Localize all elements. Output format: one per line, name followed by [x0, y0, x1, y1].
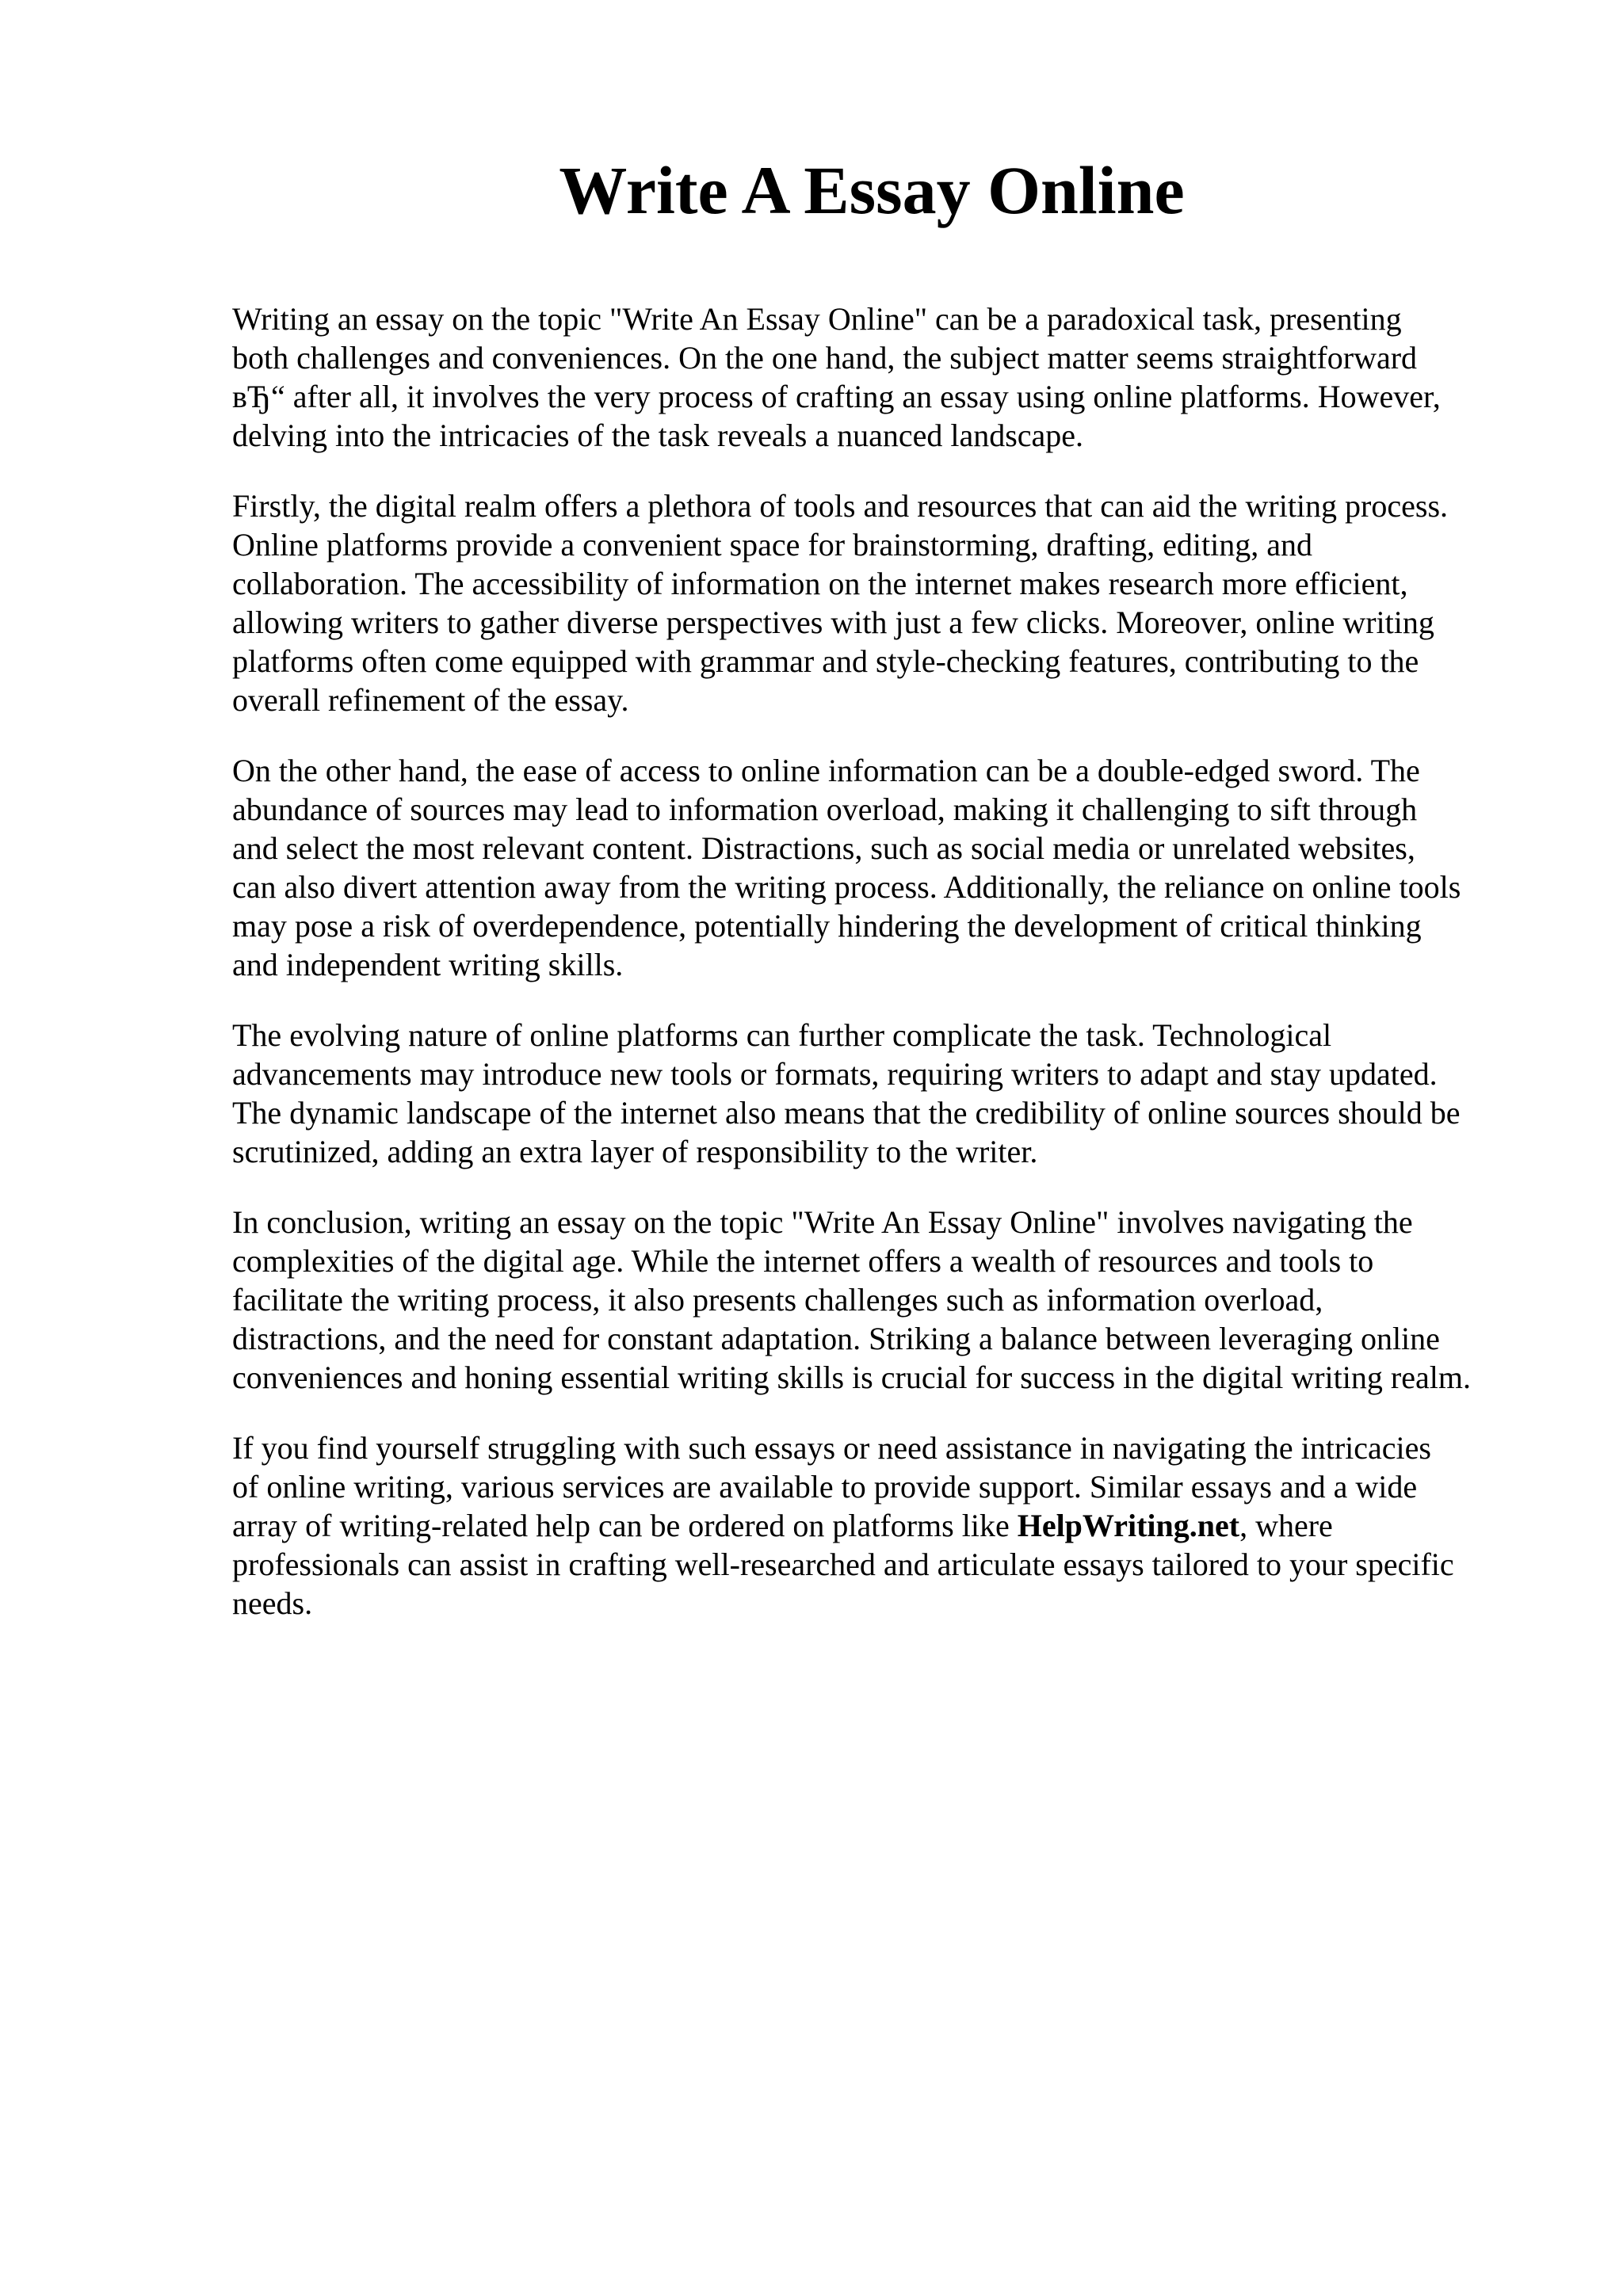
text-line: overall refinement of the essay. — [232, 682, 629, 718]
text-line: facilitate the writing process, it also presents challenges such as information overload, — [232, 1282, 1323, 1318]
text-line: conveniences and honing essential writing skills is crucial for success in the digital writing realm. — [232, 1360, 1471, 1395]
text-line: Online platforms provide a convenient space for brainstorming, drafting, editing, and — [232, 527, 1312, 563]
helpwriting-link[interactable]: HelpWriting.net — [1017, 1508, 1240, 1543]
text-line: may pose a risk of overdependence, potentially hindering the development of critical thinking — [232, 908, 1422, 944]
text-line: needs. — [232, 1585, 313, 1621]
essay-paragraph — [232, 1016, 1564, 1171]
essay-body — [232, 299, 1564, 1654]
text-line: Writing an essay on the topic "Write An Essay Online" can be a paradoxical task, presenting — [232, 301, 1402, 337]
essay-paragraph — [232, 299, 1564, 455]
document-title: Write A Essay Online — [559, 152, 1185, 228]
text-line: вЂ“ after all, it involves the very process of crafting an essay using online platforms. However, — [232, 379, 1441, 414]
text-line: scrutinized, adding an extra layer of responsibility to the writer. — [232, 1134, 1038, 1169]
text-line-with-link — [232, 1506, 1564, 1545]
text-line: platforms often come equipped with grammar and style-checking features, contributing to the — [232, 643, 1419, 679]
text-line: can also divert attention away from the writing process. Additionally, the reliance on online tools — [232, 869, 1461, 905]
essay-paragraph — [232, 1203, 1564, 1397]
text-line: Firstly, the digital realm offers a plethora of tools and resources that can aid the writing process. — [232, 488, 1449, 524]
text-line: complexities of the digital age. While the internet offers a wealth of resources and tools to — [232, 1243, 1374, 1279]
text-line: advancements may introduce new tools or formats, requiring writers to adapt and stay updated. — [232, 1056, 1438, 1092]
text-segment: array of writing-related help can be ordered on platforms like — [232, 1508, 1018, 1543]
text-line: both challenges and conveniences. On the one hand, the subject matter seems straightforward — [232, 340, 1418, 376]
text-line: allowing writers to gather diverse perspectives with just a few clicks. Moreover, online writing — [232, 605, 1434, 640]
text-line: In conclusion, writing an essay on the topic "Write An Essay Online" involves navigating the — [232, 1204, 1413, 1240]
text-line: delving into the intricacies of the task reveals a nuanced landscape. — [232, 418, 1084, 453]
text-line: The evolving nature of online platforms can further complicate the task. Technological — [232, 1017, 1332, 1053]
text-line: professionals can assist in crafting well-researched and articulate essays tailored to your specific — [232, 1547, 1454, 1582]
text-line: abundance of sources may lead to information overload, making it challenging to sift through — [232, 791, 1418, 827]
essay-paragraph — [232, 486, 1564, 719]
essay-paragraph — [232, 1428, 1564, 1623]
text-line: collaboration. The accessibility of information on the internet makes research more efficient, — [232, 566, 1408, 601]
text-line: and independent writing skills. — [232, 947, 624, 982]
text-line: If you find yourself struggling with such essays or need assistance in navigating the intricacies — [232, 1430, 1431, 1466]
text-segment: , where — [1239, 1508, 1333, 1543]
text-line: of online writing, various services are available to provide support. Similar essays and a wide — [232, 1469, 1418, 1505]
essay-paragraph — [232, 751, 1564, 984]
text-line: On the other hand, the ease of access to online information can be a double-edged sword. The — [232, 753, 1420, 788]
text-line: distractions, and the need for constant adaptation. Striking a balance between leveraging online — [232, 1321, 1440, 1356]
text-line: and select the most relevant content. Distractions, such as social media or unrelated websites, — [232, 830, 1415, 866]
text-line: The dynamic landscape of the internet also means that the credibility of online sources should be — [232, 1095, 1461, 1131]
